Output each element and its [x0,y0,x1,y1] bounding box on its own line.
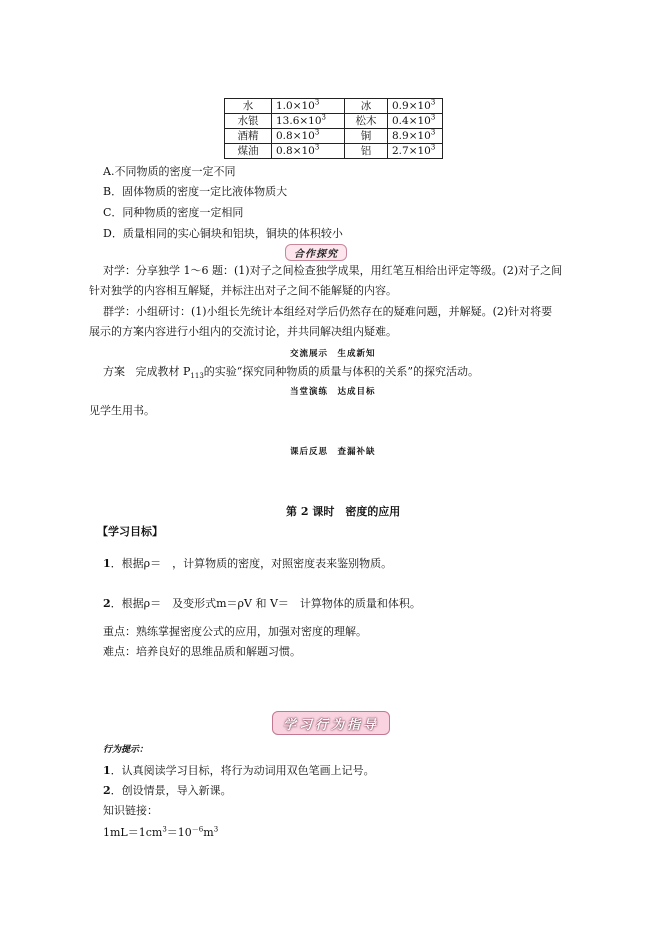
hint-2 [103,783,232,799]
plan-line [103,364,479,380]
learning-guide-banner: 学习行为指导 [272,711,390,735]
table-cell: 酒精 [225,129,272,144]
objective-1-number: 1 [103,557,111,570]
page-number: 113 [190,372,204,381]
plan-label: 方案 [103,365,125,378]
reflect-heading: 课后反思 查漏补缺 [290,447,376,457]
objective-2-text: ．根据ρ＝ 及变形式m＝ρV 和 V＝ 计算物体的质量和体积。 [110,597,421,610]
table-cell: 铜 [345,129,388,144]
table-cell: 铝 [345,144,388,159]
group-study-line1: 群学：小组研讨：(1)小组长先统计本组经对学后仍然存在的疑难问题，并解疑。(2)针对将要 [103,305,553,318]
objective-2 [103,596,421,612]
table-cell: 水 [225,99,272,114]
exchange-heading: 交流展示 生成新知 [290,349,376,359]
hint-1-number: 1 [103,764,111,777]
difficulty-point: 难点：培养良好的思维品质和解题习惯。 [103,645,301,658]
objectives-label: 【学习目标】 [97,525,163,538]
plan-text-rest: 的实验“探究同种物质的质量与体积的关系”的探究活动。 [203,365,480,378]
table-cell: $0.8\times 10^3$ [272,129,345,144]
hint-2-number: 2 [103,784,111,797]
hint-1 [103,763,375,779]
coop-explore-banner: 合作探究 [285,244,347,261]
option-b: B．固体物质的密度一定比液体物质大 [103,185,288,198]
table-cell: $1.0\times 10^3$ [272,99,345,114]
plan-text: 完成教材 P [135,365,191,378]
pair-study-line2: 针对独学的内容相互解疑，并标注出对子之间不能解疑的内容。 [89,284,397,297]
table-cell: 冰 [345,99,388,114]
knowledge-link: 知识链接： [103,804,158,817]
unit-formula: $1mL=1cm^3=10^{-6}m^3$ [103,825,219,839]
table-cell: $2.7\times 10^3$ [388,144,443,159]
option-a: A.不同物质的密度一定不同 [103,165,236,178]
hint-1-text: ．认真阅读学习目标，将行为动词用双色笔画上记号。 [110,764,375,777]
table-cell: $8.9\times 10^3$ [388,129,443,144]
table-row [225,114,443,129]
table-cell: $0.9\times 10^3$ [388,99,443,114]
table-row [225,129,443,144]
hint-label: 行为提示： [103,745,149,755]
lesson-title: 第 2 课时 密度的应用 [286,505,401,518]
objective-2-number: 2 [103,597,111,610]
key-point: 重点：熟练掌握密度公式的应用，加强对密度的理解。 [103,625,367,638]
table-cell: 松木 [345,114,388,129]
practice-heading: 当堂演练 达成目标 [290,387,376,397]
objective-1-text: ．根据ρ＝ ，计算物质的密度，对照密度表来鉴别物质。 [110,557,393,570]
hint-2-text: ．创设情景，导入新课。 [110,784,232,797]
group-study-line2: 展示的方案内容进行小组内的交流讨论，并共同解决组内疑难。 [89,325,397,338]
table-cell: $13.6\times 10^3$ [272,114,345,129]
table-cell: 水银 [225,114,272,129]
table-row [225,144,443,159]
option-d: D．质量相同的实心铜块和铝块，铜块的体积较小 [103,227,343,240]
density-table [224,98,443,159]
table-cell: $0.4\times 10^3$ [388,114,443,129]
option-c: C．同种物质的密度一定相同 [103,206,244,219]
table-row [225,99,443,114]
see-book-text: 见学生用书。 [89,404,155,417]
table-cell: 煤油 [225,144,272,159]
pair-study-line1: 对学：分享独学 1～6 题：(1)对子之间检查独学成果，用红笔互相给出评定等级。(2)对子之间 [103,264,563,277]
objective-1 [103,556,392,572]
table-cell: $0.8\times 10^3$ [272,144,345,159]
